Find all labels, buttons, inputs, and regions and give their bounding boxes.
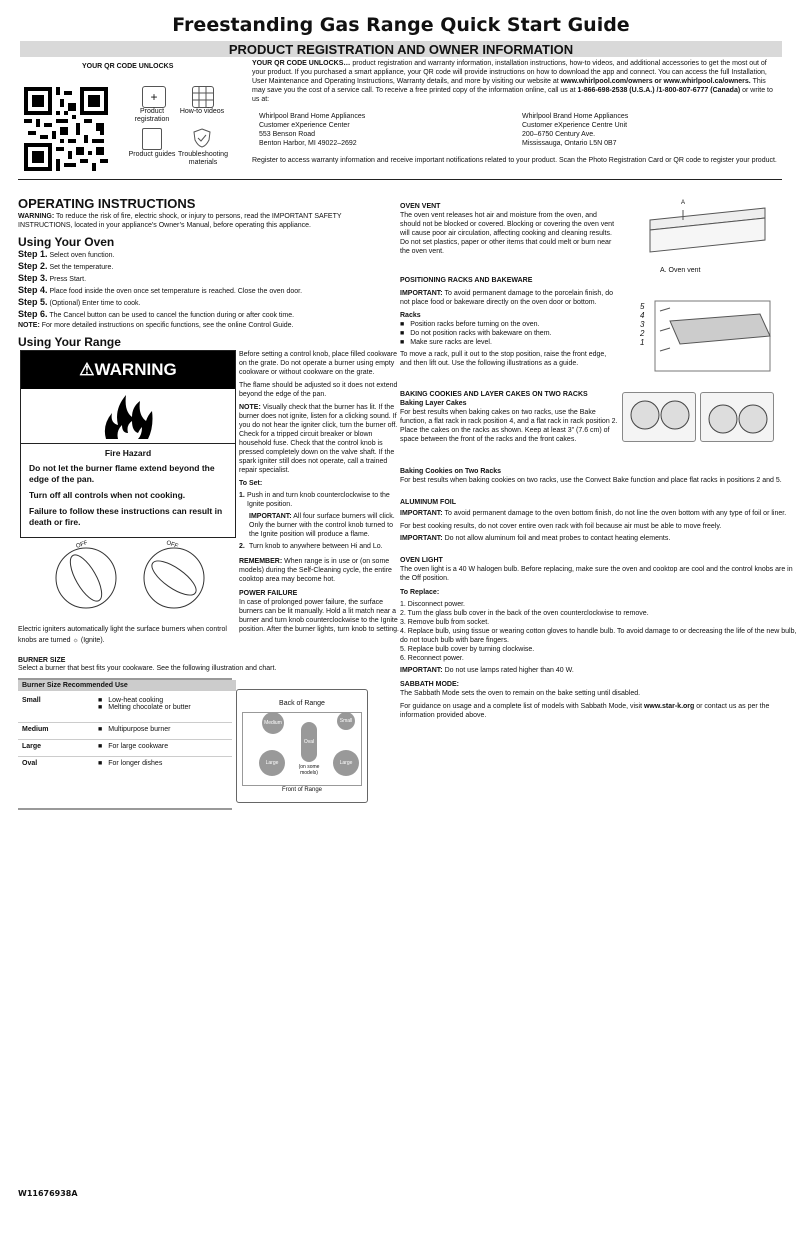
cookies-section: Baking Cookies on Two Racks For best results when baking cookies on two racks, use the Convect Bake function and place flat racks in positions 2 and 5. — [400, 468, 782, 484]
guide-icon — [142, 128, 162, 150]
warning-line: Turn off all controls when not cooking. — [29, 490, 186, 500]
power-failure-text: In case of prolonged power failure, the surface burners can be lit manually. Hold a lit match near a burner and turn knob counterclockwise to the Ignite position. After the burner lights, turn knob to setting. — [239, 599, 399, 633]
knob-off-label: OFF — [75, 540, 89, 550]
step-item: Step 3. Press Start. — [18, 273, 87, 283]
oven-vent-caption: A. Oven vent — [660, 267, 701, 274]
icon-caption-guides: Product guides — [128, 151, 176, 158]
list-item: 5. Replace bulb cover by turning clockwise. — [400, 646, 535, 653]
registration-note: Register to access warranty information and receive important notifications related to your product. Scan the Photo Registration Card or QR code to register your product. — [252, 157, 777, 164]
address-usa: Whirlpool Brand Home Appliances Customer eXperience Center 553 Benson Road Benton Harbor, MI 49022–2692 — [259, 113, 366, 147]
qr-code-graphic — [24, 87, 108, 171]
set-step-2: 2. Turn knob to anywhere between Hi and Lo. — [239, 543, 383, 550]
icon-caption-troubleshooting: Troubleshooting materials — [178, 151, 228, 166]
burner-oval: Oval — [301, 722, 317, 762]
middle-column — [239, 350, 399, 634]
vent-letter: A — [681, 200, 686, 206]
step-item: Step 2. Set the temperature. — [18, 261, 114, 271]
remember-paragraph: REMEMBER: When range is in use or (on some models) during the Self-Cleaning cycle, the entire cooktop area may become hot. — [239, 558, 392, 583]
cookware-paragraph: Before setting a control knob, place filled cookware on the grate. Do not operate a burner using empty cookware or without cookware on the grate. — [239, 351, 397, 376]
front-of-range: Front of Range — [281, 787, 323, 793]
baking-section: BAKING COOKIES AND LAYER CAKES ON TWO RACKS Baking Layer Cakes For best results when baking cakes on two racks, use the Bake function, a flat rack in rack position 4, and a flat rack in rack position 2. Place the cakes on the racks as shown. Keep at least 3" (7.6 cm) of space between the front of the racks and the front cakes. — [400, 391, 618, 443]
registration-icon: + — [142, 86, 166, 108]
qr-heading: YOUR QR CODE UNLOCKS — [82, 63, 174, 70]
burner-medium: Medium — [262, 712, 284, 734]
divider — [18, 179, 782, 180]
step-item: Step 6. The Cancel button can be used to cancel the function during or after cook time. — [18, 309, 295, 319]
rack-numbers: 5 4 3 2 1 — [640, 302, 645, 347]
owners-link[interactable]: www.whirlpool.com/owners or www.whirlpool.ca/owners. — [560, 78, 751, 85]
oval-note: (on some models) — [298, 764, 320, 776]
list-item: 1. Disconnect power. — [400, 601, 465, 608]
list-item: ■ Do not position racks with bakeware on them. — [400, 329, 615, 338]
video-icon — [192, 86, 214, 108]
operating-title: OPERATING INSTRUCTIONS — [18, 196, 196, 211]
qr-code[interactable] — [24, 87, 108, 171]
rack-positions-illustration — [640, 296, 780, 376]
using-oven-heading: Using Your Oven — [18, 235, 115, 249]
part-number: W11676938A — [18, 1189, 78, 1198]
oven-vent-illustration — [645, 200, 770, 262]
hazard-title: Fire Hazard — [104, 448, 152, 458]
list-item: ■ Make sure racks are level. — [400, 338, 615, 347]
ignite-icon: ☼ — [72, 637, 79, 644]
flame-paragraph: The flame should be adjusted so it does not extend beyond the edge of the pan. — [239, 382, 398, 398]
oven-vent-text: The oven vent releases hot air and moisture from the oven, and should not be blocked or covered. Blocking or covering the oven vent will cause poor air circulation, affecting cooking and cleaning results. Do not set plastics, paper or other items that could melt or burn near the oven vent. — [400, 212, 615, 255]
burner-small: Small — [337, 712, 355, 730]
warning-header: ⚠WARNING — [21, 351, 235, 389]
flame-icon — [21, 389, 235, 443]
section-band: PRODUCT REGISTRATION AND OWNER INFORMATION — [20, 41, 782, 57]
burner-diagram — [236, 689, 368, 803]
table-row: Medium ■ Multipurpose burner — [18, 722, 232, 726]
layer-cakes-rack-top — [622, 392, 696, 442]
address-canada: Whirlpool Brand Home Appliances Customer eXperience Centre Unit 200–6750 Century Ave. Mississauga, Ontario L5N 0B7 — [522, 113, 629, 147]
list-item: 3. Remove bulb from socket. — [400, 619, 490, 626]
oven-note: NOTE: For more detailed instructions on specific functions, see the online Control Guide. — [18, 322, 294, 329]
burner-size-title: BURNER SIZE — [18, 657, 66, 664]
oven-steps — [18, 249, 370, 330]
sabbath-section: SABBATH MODE: The Sabbath Mode sets the oven to remain on the bake setting until disabled. For guidance on usage and a complete list of models with Sabbath Mode, visit www.star-k.org or contact us as per the information provided above. — [400, 681, 770, 719]
step-item: Step 4. Place food inside the oven once set temperature is reached. Close the oven door. — [18, 285, 303, 295]
step-item: Step 1. Select oven function. — [18, 249, 115, 259]
burner-size-text: Select a burner that best fits your cookware. See the following illustration and chart. — [18, 665, 277, 672]
star-k-link[interactable]: www.star-k.org — [643, 703, 695, 710]
warning-line: Failure to follow these instructions can result in death or fire. — [29, 506, 223, 527]
registration-intro: YOUR QR CODE UNLOCKS… product registration and warranty information, installation instructions, how-to videos, and additional accessories to get the most out of your product. If you purchased a smart appliance, your QR code will provide instructions on how to download the app and connect. You can access the full Installation, User Maintenance and Operating Instructions, Warranty details, and more by visiting our website at www.whirlpool.com/owners or www.whirlpool.ca/owners. This may save you the cost of a service call. To receive a free printed copy of the information online, call us at 1-866-698-2538 (U.S.A.) /1-800-807-6777 (Canada) or write to us at: — [252, 60, 773, 103]
fire-warning-box — [20, 350, 236, 538]
power-failure-title: POWER FAILURE — [239, 590, 298, 597]
icon-caption-videos: How-to videos — [179, 108, 225, 115]
control-knob-off — [52, 540, 120, 610]
operating-warning: WARNING: To reduce the risk of fire, electric shock, or injury to persons, read the IMPORTANT SAFETY INSTRUCTIONS, located in your appliance’s Owner’s Manual, before operating this appliance. — [18, 213, 342, 229]
back-of-range: Back of Range — [279, 700, 325, 707]
oven-vent-section — [400, 202, 615, 256]
layer-cakes-rack-bottom — [700, 392, 774, 442]
burner-large-right: Large — [333, 750, 359, 776]
oven-light-section: OVEN LIGHT The oven light is a 40 W halogen bulb. Before replacing, make sure the oven and cooktop are cool and the control knobs are in the Off position. To Replace: 1. Disconnect power. 2. Turn the glass bulb cover in the back of the oven counterclockwise to remove. 3. Remove bulb from socket. 4. Replace bulb, using tissue or wearing cotton gloves to handle bulb. To avoid damage to or decreasing the life of the new bulb, do not touch bulb with bare fingers. 5. Replace bulb cover by turning clockwise. 6. Reconnect power. IMPORTANT: Do not use lamps rated higher than 40 W. — [400, 557, 797, 674]
list-item: 2. Turn the glass bulb cover in the back of the oven counterclockwise to remove. — [400, 610, 649, 617]
table-row: Large ■ For large cookware — [18, 739, 232, 743]
step-item: Step 5. (Optional) Enter time to cook. — [18, 297, 141, 307]
igniter-text: Electric igniters automatically light the surface burners when control knobs are turned ☼ (Ignite). — [18, 626, 227, 644]
warning-line: Do not let the burner flame extend beyond the edge of the pan. — [29, 463, 215, 484]
list-item: ■ Position racks before turning on the oven. — [400, 320, 615, 329]
burner-large-left: Large — [259, 750, 285, 776]
page-title: Freestanding Gas Range Quick Start Guide — [172, 14, 630, 36]
foil-section: ALUMINUM FOIL IMPORTANT: To avoid permanent damage to the oven bottom finish, do not line the oven bottom with any type of foil or liner. For best cooking results, do not cover entire oven rack with foil because air must be able to move freely. IMPORTANT: Do not allow aluminum foil and meat probes to contact heating elements. — [400, 499, 787, 542]
set-step-1: 1. Push in and turn knob counterclockwise to the Ignite position. — [239, 492, 390, 508]
list-item: 6. Reconnect power. — [400, 655, 464, 662]
burner-note: NOTE: Visually check that the burner has lit. If the burner does not ignite, listen for a clicking sound. If you do not hear the igniter click, turn the burner off. Check for a tripped circuit breaker or blown household fuse. Check that the control knob is pressed completely down on the valve shaft. If the spark igniter still does not operate, call a trained repair specialist. — [239, 404, 398, 474]
using-range-heading: Using Your Range — [18, 335, 121, 349]
list-item: 4. Replace bulb, using tissue or wearing cotton gloves to handle bulb. To avoid damage to or decreasing the life of the new bulb, do not touch bulb with bare fingers. — [400, 628, 797, 644]
knob-off-label-2: OFF — [165, 540, 179, 550]
to-set-title: To Set: — [239, 480, 263, 487]
control-knob-ignite — [140, 540, 208, 610]
table-header: Burner Size Recommended Use — [18, 680, 236, 691]
table-row: Oval ■ For longer dishes — [18, 756, 232, 760]
shield-check-icon — [192, 128, 212, 148]
burner-table: Burner Size Recommended Use Small ■ Low-heat cooking ■ Melting chocolate or butter Medium ■ Multipurpose burner Large ■ For large cookware Oval ■ For longer dishes — [18, 678, 232, 810]
oven-vent-title: OVEN VENT — [400, 203, 441, 210]
positioning-section: POSITIONING RACKS AND BAKEWARE IMPORTANT: To avoid permanent damage to the porcelain finish, do not place food or bakeware directly on the oven door or bottom. Racks ■ Position racks before turning on the oven. ■ Do not position racks with bakeware on them. ■ Make sure racks are level. To move a rack, pull it out to the stop position, raise the front edge, and then lift out. Use the following illustrations as a guide. — [400, 276, 615, 368]
icon-caption-registration: Product registration — [134, 108, 170, 123]
set-important: IMPORTANT: All four surface burners will click. Only the burner with the control knob turned to the Ignite position will produce a flame. — [249, 513, 395, 538]
